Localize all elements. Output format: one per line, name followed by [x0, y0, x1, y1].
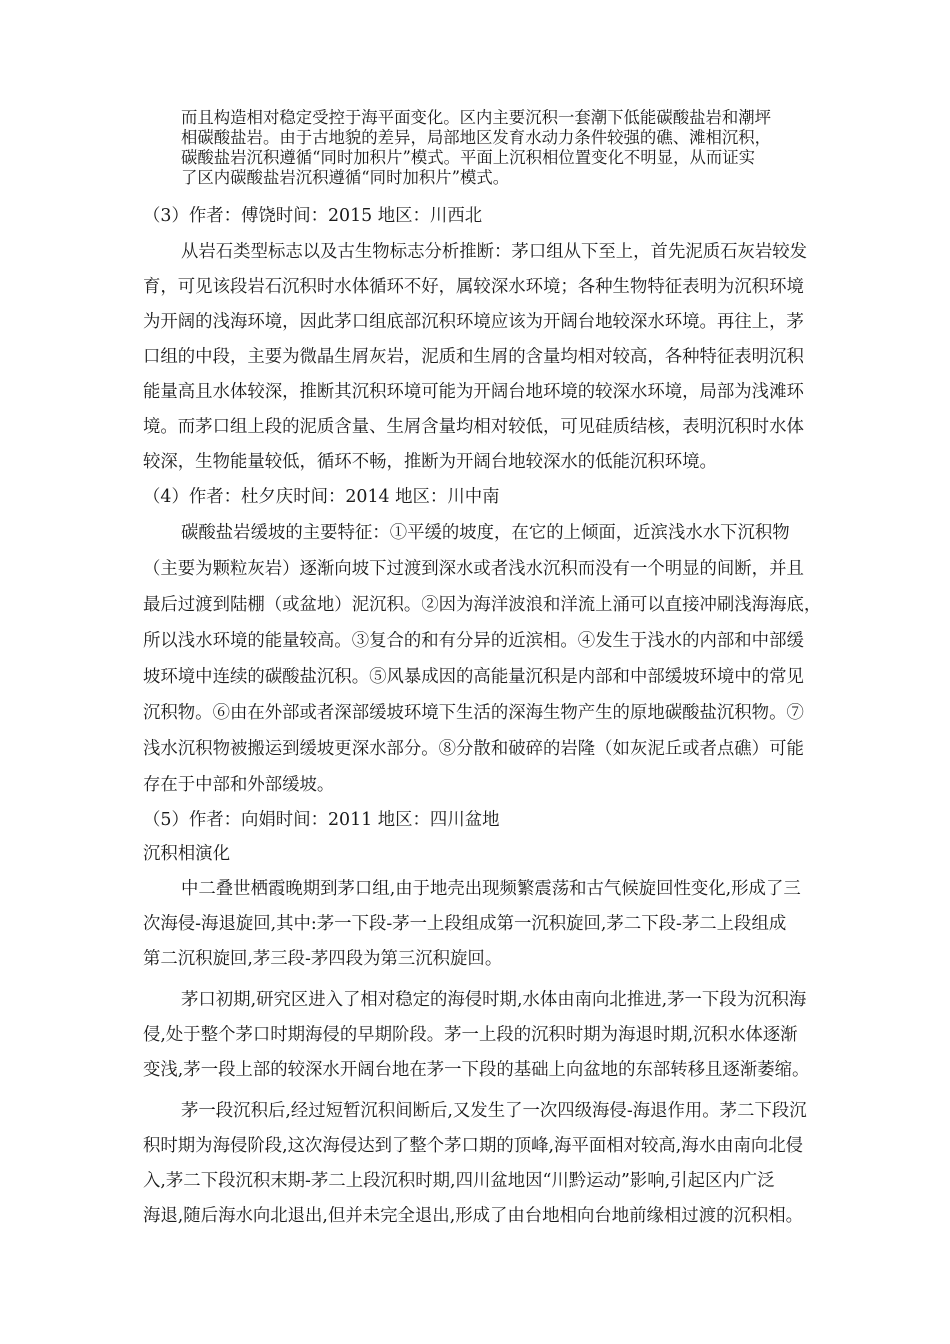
text-line: 能量高且水体较深，推断其沉积环境可能为开阔台地环境的较深水环境，局部为浅滩环: [143, 382, 804, 402]
text-line: 育，可见该段岩石沉积时水体循环不好，属较深水环境；各种生物特征表明为沉积环境: [143, 277, 804, 297]
text-line: 最后过渡到陆棚（或盆地）泥沉积。②因为海洋波浪和洋流上涌可以直接冲刷浅海海底，: [143, 595, 822, 615]
text-line: 入,茅二下段沉积末期-茅二上段沉积时期,四川盆地因“川黔运动”影响,引起区内广泛: [143, 1171, 775, 1191]
subheading-facies-evolution: 沉积相演化: [143, 844, 230, 864]
text-line: 存在于中部和外部缓坡。: [143, 775, 335, 795]
section-heading-3: （3）作者：傅饶时间：2015 地区：川西北: [143, 206, 483, 226]
text-line: 而且构造相对稳定受控于海平面变化。区内主要沉积一套潮下低能碳酸盐岩和潮坪: [181, 108, 772, 127]
text-line: 口组的中段，主要为微晶生屑灰岩，泥质和生屑的含量均相对较高，各种特征表明沉积: [143, 347, 804, 367]
text-line: 浅水沉积物被搬运到缓坡更深水部分。⑧分散和破碎的岩隆（如灰泥丘或者点礁）可能: [143, 739, 804, 759]
text-line: 海退,随后海水向北退出,但并未完全退出,形成了由台地相向台地前缘相过渡的沉积相。: [143, 1206, 804, 1226]
text-line: 所以浅水环境的能量较高。③复合的和有分异的近滨相。④发生于浅水的内部和中部缓: [143, 631, 804, 651]
text-line: 境。而茅口组上段的泥质含量、生屑含量均相对较低，可见硅质结核，表明沉积时水体: [143, 417, 804, 437]
text-line: 坡环境中连续的碳酸盐沉积。⑤风暴成因的高能量沉积是内部和中部缓坡环境中的常见: [143, 667, 804, 687]
text-line: 中二叠世栖霞晚期到茅口组,由于地壳出现频繁震荡和古气候旋回性变化,形成了三: [181, 879, 801, 899]
section-heading-5: （5）作者：向娟时间：2011 地区：四川盆地: [143, 810, 500, 830]
text-line: 沉积物。⑥由在外部或者深部缓坡环境下生活的深海生物产生的原地碳酸盐沉积物。⑦: [143, 703, 804, 723]
text-line: 变浅,茅一段上部的较深水开阔台地在茅一下段的基础上向盆地的东部转移且逐渐萎缩。: [143, 1060, 810, 1080]
text-line: 次海侵-海退旋回,其中:茅一下段-茅一上段组成第一沉积旋回,茅二下段-茅二上段组成: [143, 914, 787, 934]
text-line: 积时期为海侵阶段,这次海侵达到了整个茅口期的顶峰,海平面相对较高,海水由南向北侵: [143, 1136, 804, 1156]
text-line: 了区内碳酸盐岩沉积遵循“同时加积片”模式。: [181, 168, 510, 187]
text-line: 侵,处于整个茅口时期海侵的早期阶段。茅一上段的沉积时期为海退时期,沉积水体逐渐: [143, 1025, 798, 1045]
text-line: （主要为颗粒灰岩）逐渐向坡下过渡到深水或者浅水沉积而没有一个明显的间断，并且: [143, 559, 804, 579]
text-line: 第二沉积旋回,茅三段-茅四段为第三沉积旋回。: [143, 949, 503, 969]
text-line: 从岩石类型标志以及古生物标志分析推断：茅口组从下至上，首先泥质石灰岩较发: [181, 242, 808, 262]
text-line: 碳酸盐岩沉积遵循“同时加积片”模式。平面上沉积相位置变化不明显，从而证实: [181, 148, 756, 167]
text-line: 相碳酸盐岩。由于古地貌的差异，局部地区发育水动力条件较强的礁、滩相沉积，: [181, 128, 772, 147]
text-line: 茅一段沉积后,经过短暂沉积间断后,又发生了一次四级海侵-海退作用。茅二下段沉: [181, 1101, 807, 1121]
text-line: 茅口初期,研究区进入了相对稳定的海侵时期,水体由南向北推进,茅一下段为沉积海: [181, 990, 807, 1010]
text-line: 较深，生物能量较低，循环不畅，推断为开阔台地较深水的低能沉积环境。: [143, 452, 717, 472]
section-heading-4: （4）作者：杜夕庆时间：2014 地区：川中南: [143, 487, 500, 507]
text-line: 碳酸盐岩缓坡的主要特征：①平缓的坡度，在它的上倾面，近滨浅水水下沉积物: [181, 523, 790, 543]
text-line: 为开阔的浅海环境，因此茅口组底部沉积环境应该为开阔台地较深水环境。再往上，茅: [143, 312, 804, 332]
